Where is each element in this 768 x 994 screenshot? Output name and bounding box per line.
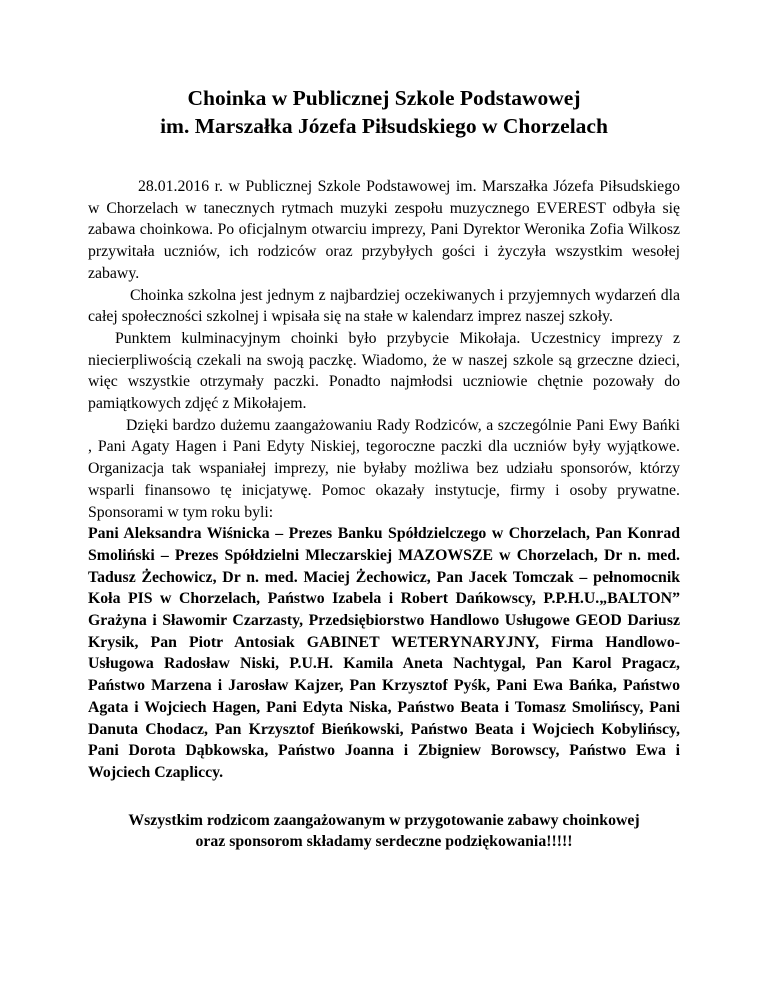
thanks-line-1: Wszystkim rodzicom zaangażowanym w przygotowanie zabawy choinkowej bbox=[128, 811, 640, 829]
paragraph-santa: Punktem kulminacyjnym choinki było przybycie Mikołaja. Uczestnicy imprezy z niecierpliwością czekali na swoją paczkę. Wiadomo, że w naszej szkole są grzeczne dzieci, więc wszystkie otrzymały paczki. Ponadto najmłodsi uczniowie chętnie pozowały do pamiątkowych zdjęć z Mikołajem. bbox=[88, 329, 680, 413]
paragraph-opening: 28.01.2016 r. w Publicznej Szkole Podstawowej im. Marszałka Józefa Piłsudskiego w Chorzelach w tanecznych rytmach muzyki zespołu muzycznego EVEREST odbyła się zabawa choinkowa. Po oficjalnym otwarciu imprezy, Pani Dyrektor Weronika Zofia Wilkosz przywitała uczniów, ich rodziców oraz przybyłych gości i życzyła wszystkim wesołej zabawy. bbox=[88, 178, 680, 282]
thanks-line-2: oraz sponsorom składamy serdeczne podziękowania!!!!! bbox=[195, 833, 573, 851]
closing-thanks bbox=[88, 810, 680, 853]
title-line-1: Choinka w Publicznej Szkole Podstawowej bbox=[187, 86, 581, 110]
paragraph-tradition: Choinka szkolna jest jednym z najbardziej oczekiwanych i przyjemnych wydarzeń dla całej społeczności szkolnej i wpisała się na stałe w kalendarz imprez naszej szkoły. bbox=[88, 286, 680, 326]
document-title bbox=[88, 84, 680, 140]
document-page bbox=[88, 84, 680, 853]
paragraph-thanks-parents: Dzięki bardzo dużemu zaangażowaniu Rady Rodziców, a szczególnie Pani Ewy Bańki , Pani Agaty Hagen i Pani Edyty Niskiej, tegoroczne paczki dla uczniów były wyjątkowe. Organizacja tak wspaniałej imprezy, nie byłaby możliwa bez udziału sponsorów, którzy wsparli finansowo tę inicjatywę. Pomoc okazały instytucje, firmy i osoby prywatne. Sponsorami w tym roku byli: bbox=[88, 416, 680, 521]
sponsors-list: Pani Aleksandra Wiśnicka – Prezes Banku Spółdzielczego w Chorzelach, Pan Konrad Smoliński – Prezes Spółdzielni Mleczarskiej MAZOWSZE w Chorzelach, Dr n. med. Tadusz Żechowicz, Dr n. med. Maciej Żechowicz, Pan Jacek Tomczak – pełnomocnik Koła PIS w Chorzelach, Państwo Izabela i Robert Dańkowscy, P.P.H.U.„BALTON” Grażyna i Sławomir Czarzasty, Przedsiębiorstwo Handlowo Usługowe GEOD Dariusz Krysik, Pan Piotr Antosiak GABINET WETERYNARYJNY, Firma Handlowo-Usługowa Radosław Niski, P.U.H. Kamila Aneta Nachtygal, Pan Karol Pragacz, Państwo Marzena i Jarosław Kajzer, Pan Krzysztof Pyśk, Pani Ewa Bańka, Państwo Agata i Wojciech Hagen, Pani Edyta Niska, Państwo Beata i Tomasz Smolińscy, Pani Danuta Chodacz, Pan Krzysztof Bieńkowski, Państwo Beata i Wojciech Kobylińscy, Pani Dorota Dąbkowska, Państwo Joanna i Zbigniew Borowscy, Państwo Ewa i Wojciech Czapliccy. bbox=[88, 525, 680, 781]
document-body bbox=[88, 176, 680, 784]
title-line-2: im. Marszałka Józefa Piłsudskiego w Chorzelach bbox=[160, 114, 608, 138]
